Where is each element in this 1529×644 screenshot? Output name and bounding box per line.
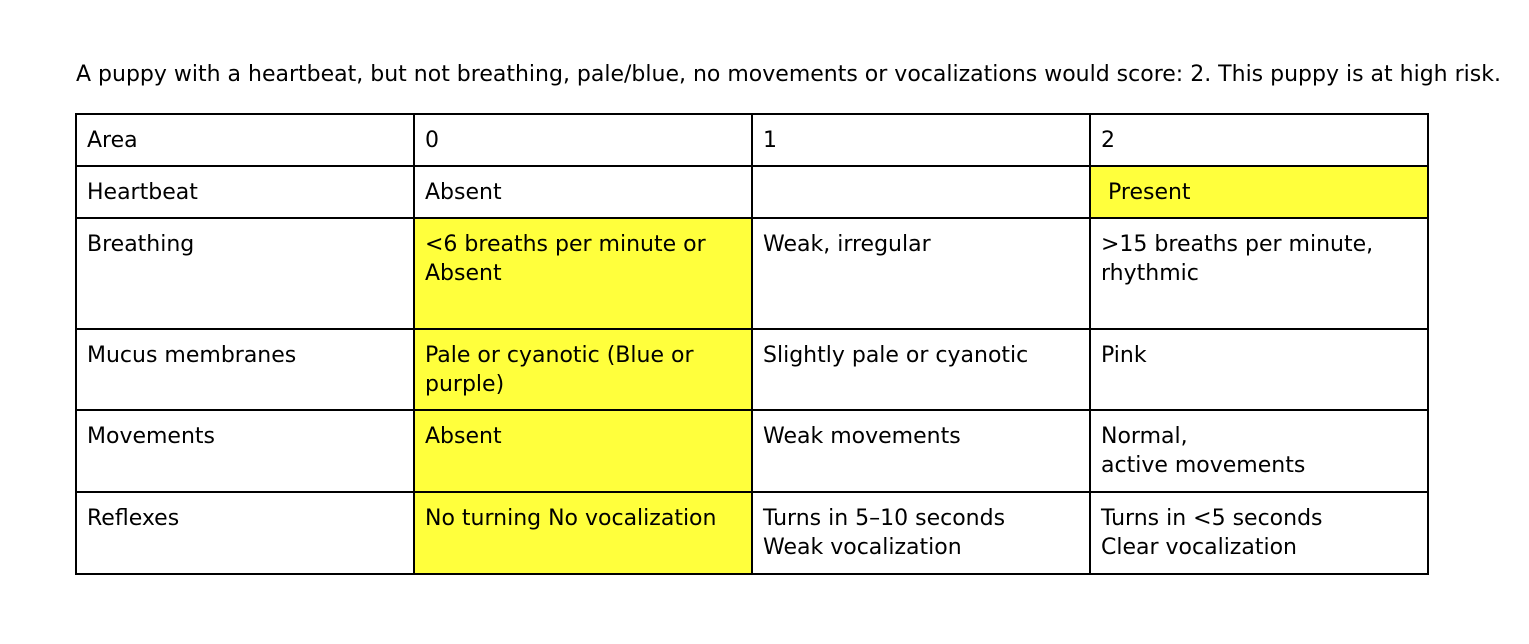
reflexes-score-0-cell: No turning No vocalization (414, 492, 752, 574)
reflexes-score-1-cell: Turns in 5–10 seconds Weak vocalization (752, 492, 1090, 574)
mucus-score-0-cell: Pale or cyanotic (Blue or purple) (414, 329, 752, 410)
movements-score-0-cell: Absent (414, 410, 752, 492)
heartbeat-score-0-cell: Absent (414, 166, 752, 218)
heartbeat-score-2-cell: Present (1090, 166, 1428, 218)
area-cell-breathing: Breathing (76, 218, 414, 329)
movements-score-2-cell: Normal, active movements (1090, 410, 1428, 492)
movements-score-1-cell: Weak movements (752, 410, 1090, 492)
breathing-score-0-cell: <6 breaths per minute or Absent (414, 218, 752, 329)
breathing-score-1-cell: Weak, irregular (752, 218, 1090, 329)
table-row (76, 410, 1428, 492)
apgar-score-table (75, 113, 1429, 575)
breathing-score-2-cell: >15 breaths per minute, rhythmic (1090, 218, 1428, 329)
header-cell-score-2: 2 (1090, 114, 1428, 166)
header-cell-score-0: 0 (414, 114, 752, 166)
reflexes-score-2-cell: Turns in <5 seconds Clear vocalization (1090, 492, 1428, 574)
table-row (76, 166, 1428, 218)
area-cell-reflexes: Reflexes (76, 492, 414, 574)
header-cell-score-1: 1 (752, 114, 1090, 166)
heartbeat-score-1-cell (752, 166, 1090, 218)
mucus-score-1-cell: Slightly pale or cyanotic (752, 329, 1090, 410)
table-row (76, 329, 1428, 410)
table-header-row (76, 114, 1428, 166)
area-cell-mucus-membranes: Mucus membranes (76, 329, 414, 410)
area-cell-heartbeat: Heartbeat (76, 166, 414, 218)
mucus-score-2-cell: Pink (1090, 329, 1428, 410)
intro-text: A puppy with a heartbeat, but not breathing, pale/blue, no movements or vocalizations would score: 2. This puppy is at high risk. (76, 62, 1501, 87)
area-cell-movements: Movements (76, 410, 414, 492)
table-row (76, 218, 1428, 329)
table-row (76, 492, 1428, 574)
header-cell-area: Area (76, 114, 414, 166)
